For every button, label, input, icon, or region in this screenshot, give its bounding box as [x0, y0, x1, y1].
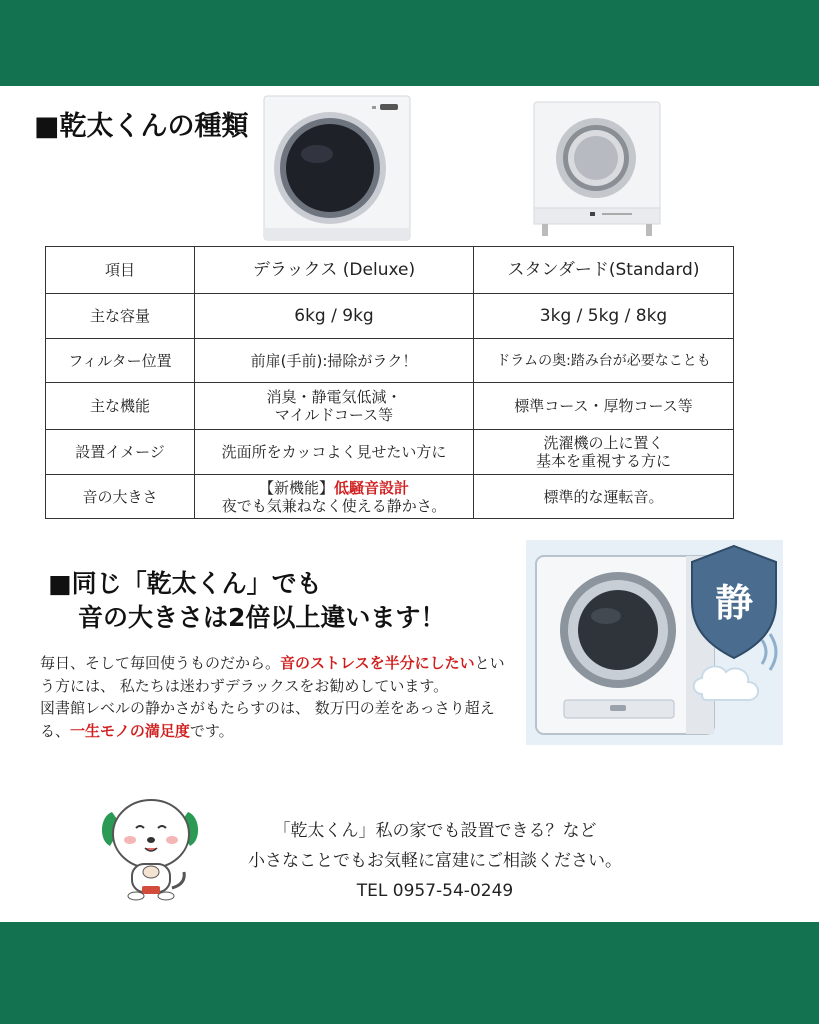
para-highlight: 音のストレスを半分にしたい [280, 654, 475, 672]
deluxe-cell [195, 383, 474, 430]
row-label: 主な容量 [46, 294, 195, 339]
deluxe-line: マイルドコース等 [274, 406, 394, 424]
row-label: 設置イメージ [46, 430, 195, 475]
top-green-band [0, 0, 819, 86]
noise-title-line2: 音の大きさは2倍以上違います！ [78, 603, 446, 632]
standard-cell: 3kg / 5kg / 8kg [474, 294, 734, 339]
contact-line1: 「乾太くん」私の家でも設置できる？など [273, 821, 597, 841]
table-row [46, 339, 734, 383]
standard-cell: 標準的な運転音。 [474, 475, 734, 519]
para-text: 毎日、そして毎回使うものだから。 [40, 654, 281, 672]
recommendation-paragraph [40, 652, 518, 742]
para-text: という方には、 私たちは迷わずデラックスをお勧めしています。 [40, 654, 505, 695]
contact-block [200, 816, 670, 906]
para-text: です。 [189, 721, 234, 740]
table-row [46, 383, 734, 430]
standard-dryer-image [532, 100, 662, 238]
table-row [46, 294, 734, 339]
deluxe-line: 消臭・静電気低減・ [266, 388, 402, 406]
deluxe-noise-line1 [197, 479, 471, 497]
contact-tel: TEL 0957-54-0249 [356, 881, 514, 901]
deluxe-noise-line2: 夜でも気兼ねなく使える静かさ。 [221, 496, 447, 515]
row-label: 主な機能 [46, 383, 195, 430]
contact-line2: 小さなことでもお気軽に富建にご相談ください。 [248, 851, 622, 871]
deluxe-cell: 洗面所をカッコよく見せたい方に [195, 430, 474, 475]
deluxe-cell: 前扉(手前):掃除がラク！ [195, 339, 474, 383]
section-title-noise [48, 567, 445, 635]
quiet-badge-char: 静 [714, 581, 754, 625]
row-label: フィルター位置 [46, 339, 195, 383]
para-text: 図書館レベルの静かさがもたらすのは、 数万円の差をあっさり超える、 [40, 699, 495, 740]
standard-line: 洗濯機の上に置く [543, 434, 664, 452]
noise-title-line1: ■同じ「乾太くん」でも [48, 569, 322, 598]
table-header-row [46, 247, 734, 294]
bottom-green-band [0, 922, 819, 1024]
quiet-dryer-illustration [526, 540, 783, 745]
standard-line: 基本を重視する方に [535, 452, 671, 470]
row-label: 音の大きさ [46, 475, 195, 519]
new-feature-tag: 【新機能】 [258, 478, 334, 497]
low-noise-highlight: 低騒音設計 [334, 478, 410, 497]
standard-cell: ドラムの奥:踏み台が必要なことも [474, 339, 734, 383]
header-deluxe: デラックス (Deluxe) [195, 247, 474, 294]
deluxe-dryer-image [262, 94, 412, 242]
para-highlight: 一生モノの満足度 [70, 721, 190, 740]
table-row [46, 475, 734, 519]
deluxe-cell: 6kg / 9kg [195, 294, 474, 339]
deluxe-cell [195, 475, 474, 519]
section-title-types: ■乾太くんの種類 [34, 111, 249, 142]
header-item: 項目 [46, 247, 195, 294]
header-standard: スタンダード(Standard) [474, 247, 734, 294]
spec-comparison-table [45, 246, 734, 519]
table-row [46, 430, 734, 475]
mascot-illustration [96, 790, 208, 902]
standard-cell: 標準コース・厚物コース等 [474, 383, 734, 430]
standard-cell [474, 430, 734, 475]
